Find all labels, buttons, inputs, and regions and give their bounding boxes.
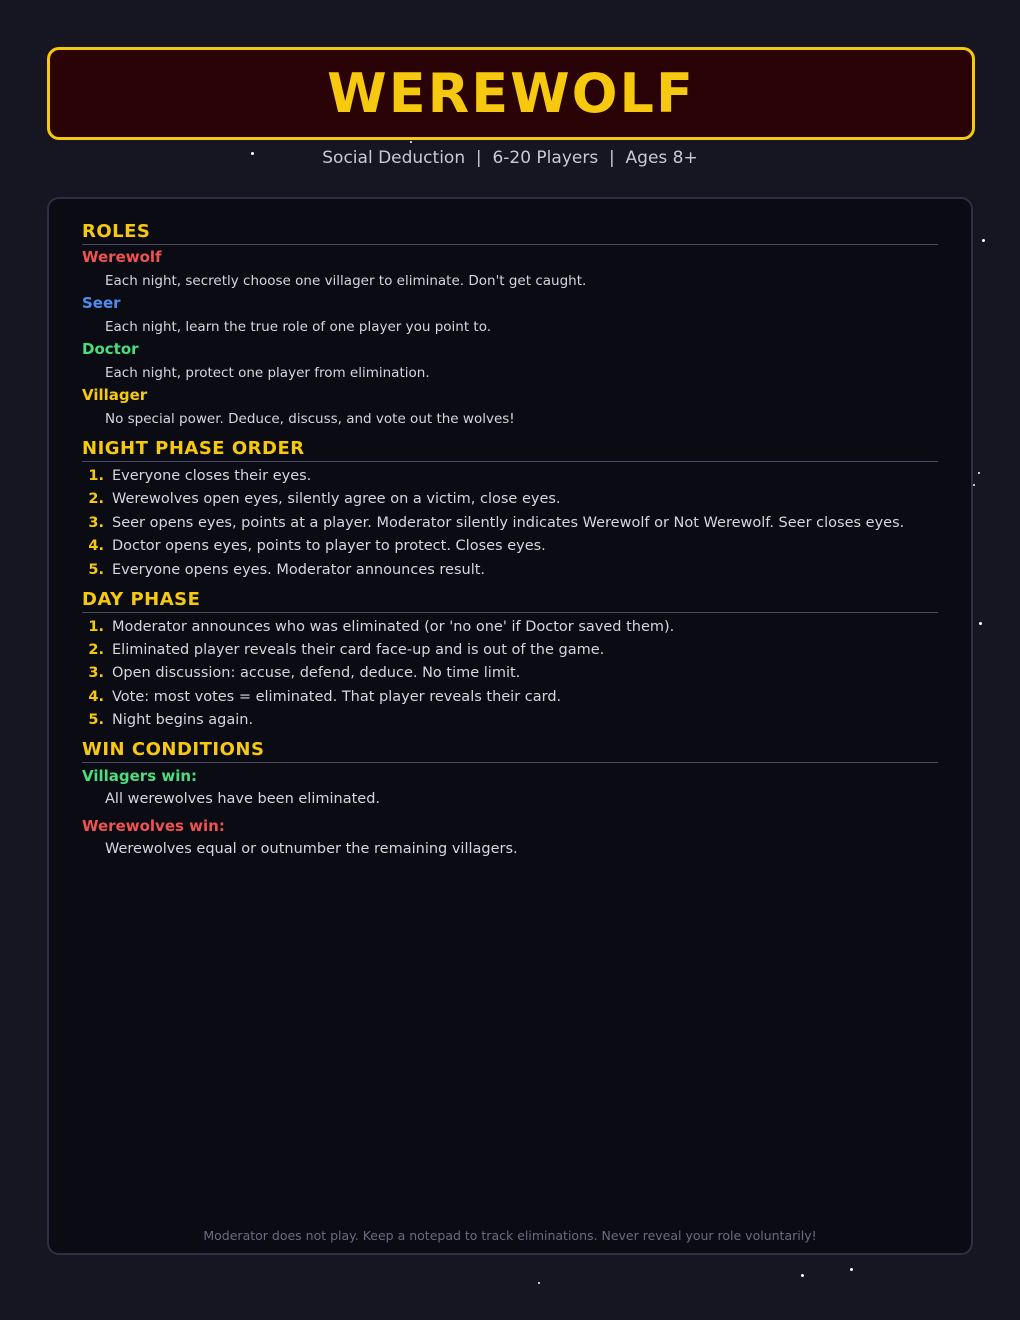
list-item (82, 514, 938, 532)
step-number: 3. (88, 514, 104, 531)
role-desc-villager: No special power. Deduce, discuss, and vote out the wolves! (105, 411, 515, 427)
step-text: Night begins again. (112, 712, 254, 729)
star-decoration (979, 622, 982, 625)
win-desc-villagers: All werewolves have been eliminated. (105, 791, 381, 808)
role-name-seer: Seer (82, 294, 121, 312)
list-item (82, 711, 938, 729)
role-name-werewolf: Werewolf (82, 248, 162, 266)
role-desc-doctor: Each night, protect one player from elimination. (105, 365, 430, 381)
star-decoration (538, 1282, 540, 1284)
night-phase-section (82, 438, 938, 579)
list-item (82, 688, 938, 706)
star-decoration (410, 141, 412, 143)
role-desc-werewolf: Each night, secretly choose one villager to eliminate. Don't get caught. (105, 273, 587, 289)
role-desc-seer: Each night, learn the true role of one player you point to. (105, 319, 492, 335)
step-text: Doctor opens eyes, points to player to protect. Closes eyes. (112, 538, 546, 555)
step-number: 2. (88, 641, 104, 658)
day-phase-steps (82, 618, 938, 730)
step-number: 1. (88, 468, 104, 484)
day-phase-section (82, 589, 938, 730)
step-number: 3. (88, 665, 104, 682)
star-decoration (973, 484, 975, 486)
win-name-werewolves: Werewolves win: (82, 817, 225, 836)
rules-content (82, 221, 938, 867)
star-decoration (850, 1268, 853, 1271)
page-subtitle: Social Deduction | 6-20 Players | Ages 8+ (322, 148, 698, 168)
rules-panel (47, 197, 973, 1255)
step-number: 1. (88, 618, 104, 635)
night-phase-steps (82, 467, 938, 579)
win-name-villagers: Villagers win: (82, 767, 198, 786)
footer-note: Moderator does not play. Keep a notepad to track eliminations. Never reveal your role voluntarily! (203, 1228, 817, 1243)
list-item (82, 561, 938, 579)
step-text: Eliminated player reveals their card face-up and is out of the game. (112, 641, 605, 658)
role-name-villager: Villager (82, 386, 148, 404)
win-desc-werewolves: Werewolves equal or outnumber the remaining villagers. (105, 841, 518, 858)
step-text: Everyone closes their eyes. (112, 468, 312, 484)
page-title: WEREWOLF (327, 61, 695, 125)
day-phase-heading: DAY PHASE (82, 589, 938, 613)
win-conditions-heading: WIN CONDITIONS (82, 739, 938, 763)
list-item (82, 641, 938, 659)
list-item (82, 467, 938, 485)
title-banner (47, 47, 975, 140)
step-number: 5. (88, 561, 104, 578)
list-item (82, 664, 938, 682)
step-text: Everyone opens eyes. Moderator announces result. (112, 561, 486, 578)
role-name-doctor: Doctor (82, 340, 139, 358)
list-item (82, 490, 938, 508)
step-text: Werewolves open eyes, silently agree on a victim, close eyes. (112, 491, 561, 508)
star-decoration (978, 472, 980, 474)
night-phase-heading: NIGHT PHASE ORDER (82, 438, 938, 462)
step-number: 5. (88, 712, 104, 729)
star-decoration (801, 1274, 804, 1277)
step-number: 2. (88, 491, 104, 508)
step-number: 4. (88, 688, 104, 705)
win-conditions-section (82, 739, 938, 858)
roles-section (82, 221, 938, 428)
star-decoration (982, 239, 985, 242)
list-item (82, 618, 938, 636)
roles-heading: ROLES (82, 221, 938, 245)
step-number: 4. (88, 538, 104, 555)
step-text: Seer opens eyes, points at a player. Moderator silently indicates Werewolf or Not Werewolf. Seer closes eyes. (112, 514, 905, 531)
step-text: Vote: most votes = eliminated. That player reveals their card. (112, 688, 562, 705)
step-text: Moderator announces who was eliminated (or 'no one' if Doctor saved them). (112, 618, 675, 635)
list-item (82, 537, 938, 555)
step-text: Open discussion: accuse, defend, deduce. No time limit. (112, 665, 521, 682)
